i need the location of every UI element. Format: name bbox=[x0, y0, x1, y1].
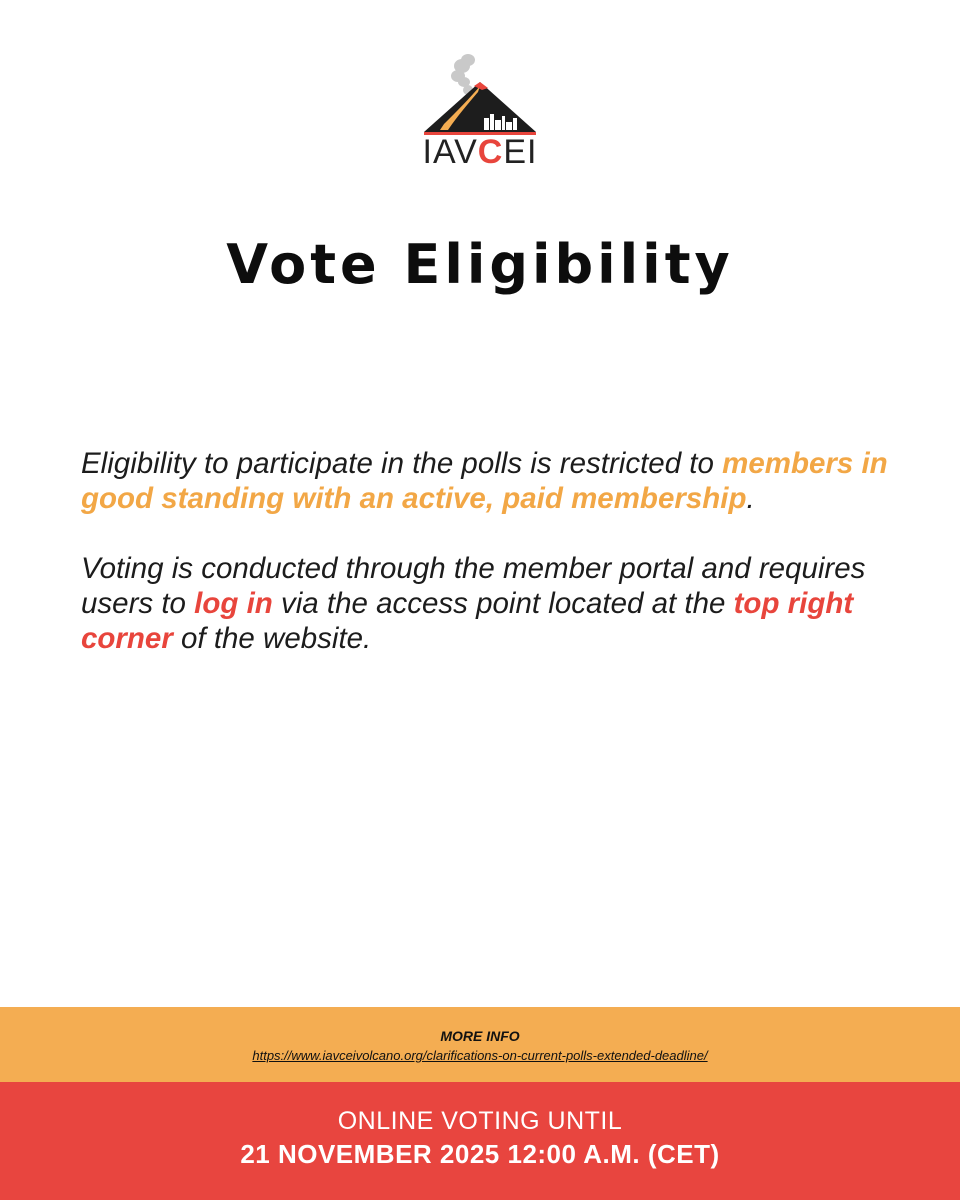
logo-text-prefix: IAV bbox=[422, 133, 478, 171]
page-title: Vote Eligibility bbox=[226, 233, 734, 296]
membership-highlight: members in good standing with an active, paid membership bbox=[81, 447, 888, 515]
eligibility-paragraph bbox=[81, 446, 901, 516]
paragraph2-text-3: of the website. bbox=[172, 622, 372, 655]
paragraph2-text-1: Voting is conducted through the member portal and requires users to bbox=[81, 552, 866, 620]
iavcei-logo bbox=[418, 52, 542, 170]
paragraph1-text-after: . bbox=[746, 482, 755, 515]
logo-wordmark bbox=[418, 134, 542, 170]
login-highlight: log in bbox=[194, 587, 273, 620]
volcano-logo-icon bbox=[418, 52, 542, 136]
paragraph2-text-2: via the access point located at the bbox=[272, 587, 734, 620]
eligibility-text bbox=[81, 446, 901, 656]
paragraph1-text-before: Eligibility to participate in the polls is restricted to bbox=[81, 447, 723, 480]
more-info-link[interactable]: https://www.iavceivolcano.org/clarifications-on-current-polls-extended-deadline/ bbox=[252, 1048, 708, 1063]
voting-paragraph bbox=[81, 551, 901, 656]
logo-text-suffix: EI bbox=[503, 133, 538, 171]
top-right-corner-highlight: top right corner bbox=[81, 587, 854, 655]
more-info-banner bbox=[0, 1007, 960, 1082]
deadline-label: ONLINE VOTING UNTIL bbox=[337, 1107, 623, 1135]
deadline-date: 21 NOVEMBER 2025 12:00 A.M. (CET) bbox=[240, 1139, 720, 1169]
deadline-banner bbox=[0, 1082, 960, 1200]
logo-text-accent: C bbox=[477, 133, 504, 171]
more-info-label: MORE INFO bbox=[440, 1028, 520, 1044]
